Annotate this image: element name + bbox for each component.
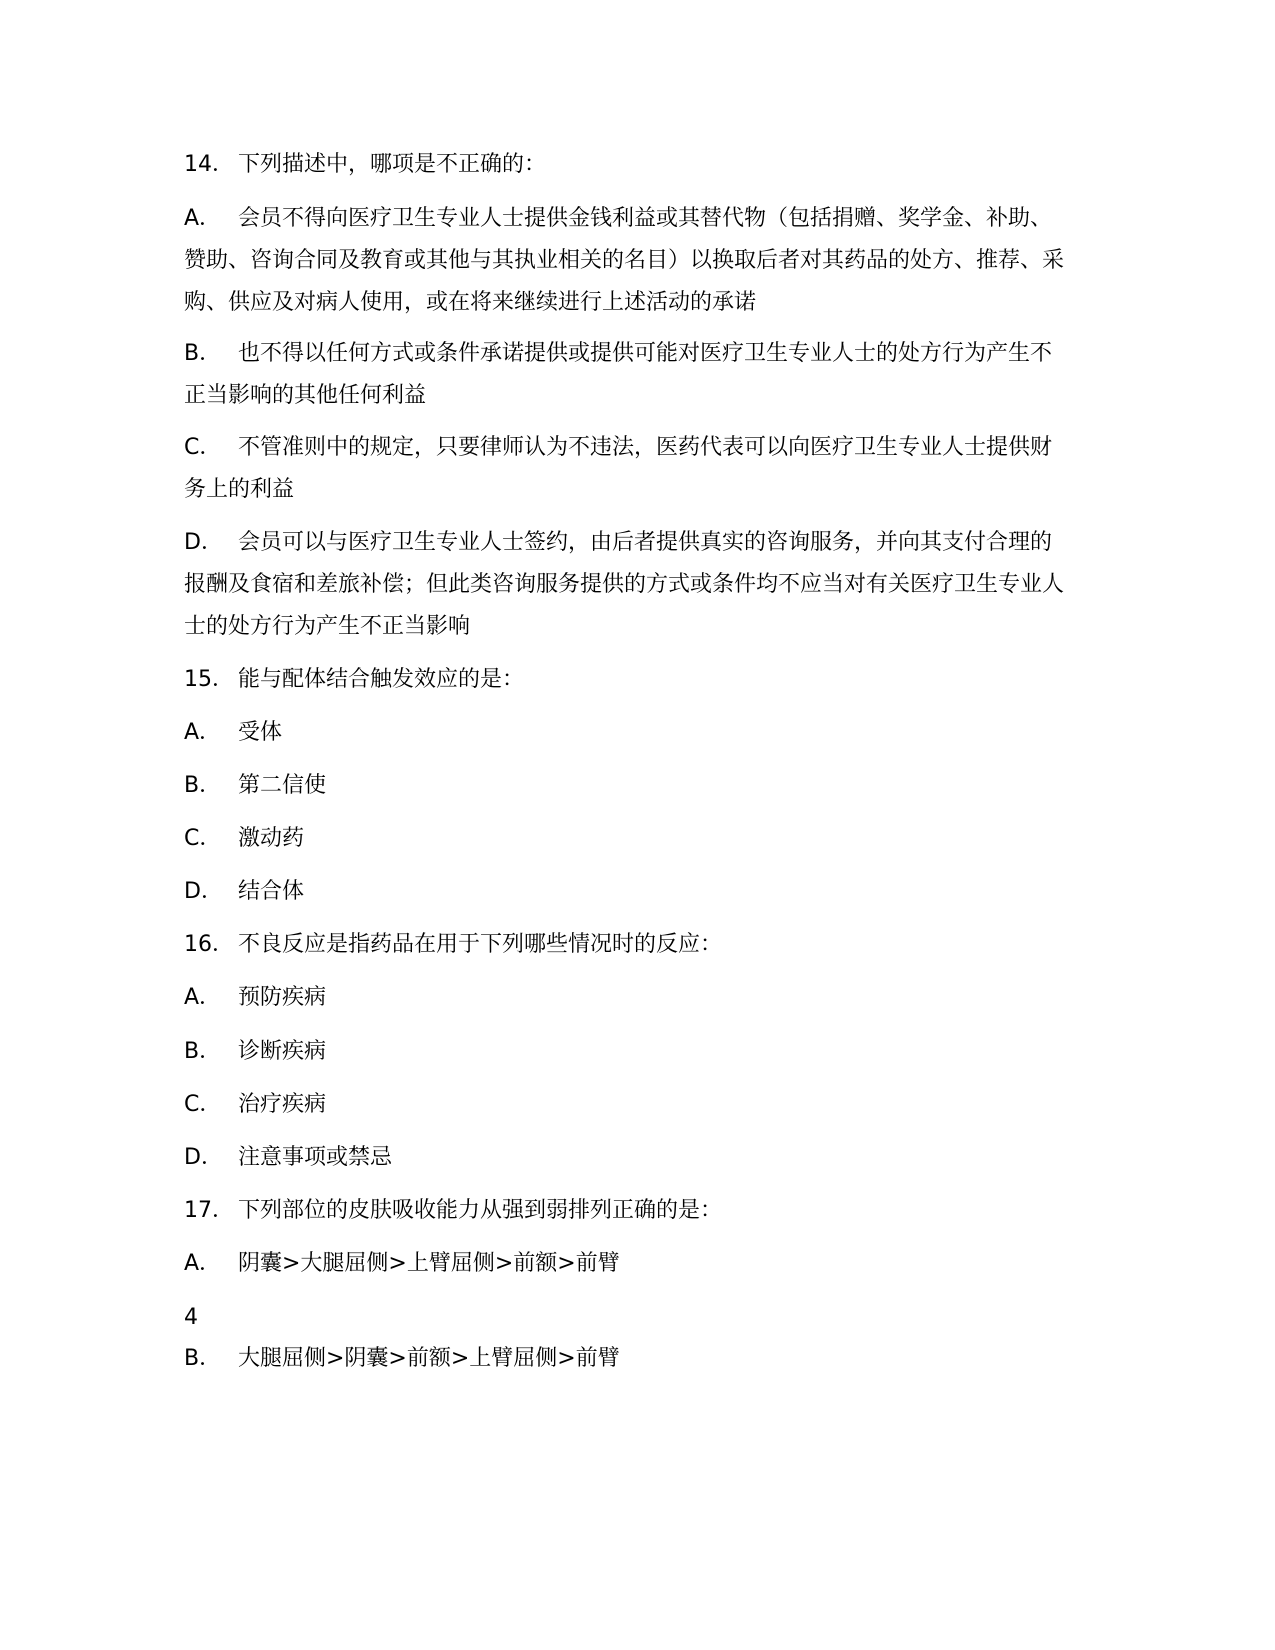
option-text: 会员可以与医疗卫生专业人士签约，由后者提供真实的咨询服务，并向其支付合理的报酬及食宿和差旅补偿；但此类咨询服务提供的方式或条件均不应当对有关医疗卫生专业人士的处方行为产生不正当影响 — [184, 530, 1065, 639]
option-text: 结合体 — [238, 879, 305, 904]
option-text: 受体 — [238, 720, 283, 745]
question-number: 16． — [184, 932, 234, 957]
question-16 — [184, 924, 1084, 966]
question-14-option-c — [184, 427, 1064, 511]
option-letter: C． — [184, 826, 222, 851]
option-letter: B． — [184, 773, 222, 798]
question-number: 15． — [184, 667, 234, 692]
option-text: 激动药 — [238, 826, 305, 851]
question-text: 能与配体结合触发效应的是： — [238, 667, 525, 692]
question-14 — [184, 144, 1084, 186]
option-letter: A． — [184, 985, 222, 1010]
question-15 — [184, 659, 1084, 701]
question-15-option-a — [184, 712, 1084, 754]
option-text: 第二信使 — [238, 773, 327, 798]
question-number: 14． — [184, 152, 234, 177]
question-14-option-d — [184, 522, 1064, 648]
question-16-option-a — [184, 977, 1084, 1019]
option-letter: C． — [184, 435, 222, 460]
option-text: 大腿屈侧>阴囊>前额>上臂屈侧>前臂 — [238, 1346, 620, 1371]
option-letter: A． — [184, 1251, 222, 1276]
option-letter: A． — [184, 720, 222, 745]
option-text: 不管准则中的规定，只要律师认为不违法，医药代表可以向医疗卫生专业人士提供财务上的利益 — [184, 435, 1053, 502]
option-text: 会员不得向医疗卫生专业人士提供金钱利益或其替代物（包括捐赠、奖学金、补助、赞助、咨询合同及教育或其他与其执业相关的名目）以换取后者对其药品的处方、推荐、采购、供应及对病人使用，或在将来继续进行上述活动的承诺 — [184, 206, 1065, 315]
option-letter: B． — [184, 1346, 222, 1371]
question-16-option-c — [184, 1084, 1084, 1126]
option-text: 治疗疾病 — [238, 1092, 327, 1117]
question-14-option-b — [184, 333, 1064, 417]
option-letter: D． — [184, 530, 223, 555]
page-number: 4 — [184, 1305, 198, 1330]
question-15-option-d — [184, 871, 1084, 913]
question-16-option-d — [184, 1137, 1084, 1179]
question-15-option-c — [184, 818, 1084, 860]
option-text: 预防疾病 — [238, 985, 327, 1010]
option-letter: D． — [184, 1145, 223, 1170]
option-letter: B． — [184, 1039, 222, 1064]
question-text: 不良反应是指药品在用于下列哪些情况时的反应： — [238, 932, 723, 957]
question-number: 17． — [184, 1198, 234, 1223]
option-letter: C． — [184, 1092, 222, 1117]
question-text: 下列部位的皮肤吸收能力从强到弱排列正确的是： — [238, 1198, 723, 1223]
option-text: 阴囊>大腿屈侧>上臂屈侧>前额>前臂 — [238, 1251, 620, 1276]
option-letter: A． — [184, 206, 222, 231]
question-text: 下列描述中，哪项是不正确的： — [238, 152, 547, 177]
option-text: 注意事项或禁忌 — [238, 1145, 393, 1170]
option-text: 诊断疾病 — [238, 1039, 327, 1064]
question-17-option-a — [184, 1243, 1084, 1285]
question-17-option-b — [184, 1338, 1084, 1380]
question-15-option-b — [184, 765, 1084, 807]
question-17 — [184, 1190, 1084, 1232]
question-16-option-b — [184, 1031, 1084, 1073]
option-letter: D． — [184, 879, 223, 904]
option-text: 也不得以任何方式或条件承诺提供或提供可能对医疗卫生专业人士的处方行为产生不正当影响的其他任何利益 — [184, 341, 1053, 408]
option-letter: B． — [184, 341, 222, 366]
question-14-option-a — [184, 198, 1064, 324]
